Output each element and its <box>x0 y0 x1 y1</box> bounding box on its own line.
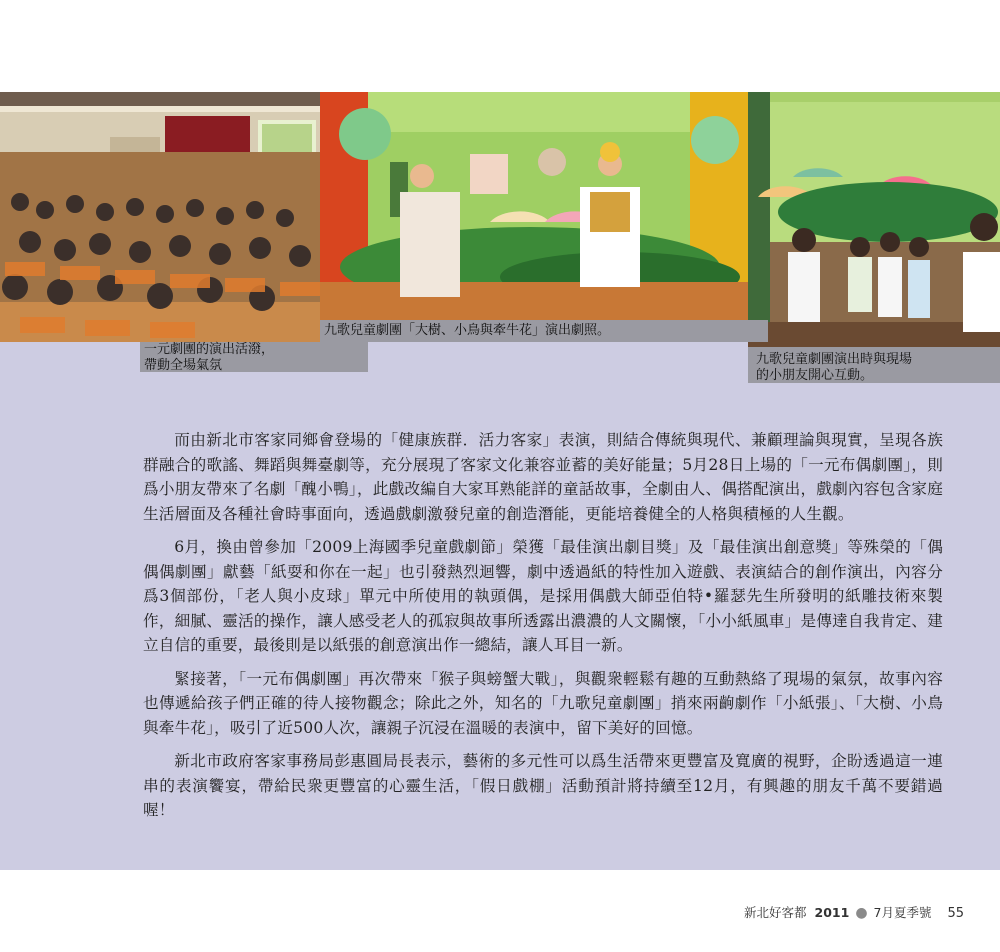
children-photo-caption <box>748 347 1000 383</box>
stage-photo-caption <box>320 320 768 342</box>
issue-year: 2011 <box>814 905 850 920</box>
caption-line: 九歌兒童劇團「大樹、小鳥與牽牛花」演出劇照。 <box>324 323 611 338</box>
caption-line: 的小朋友開心互動。 <box>756 368 874 383</box>
magazine-name: 新北好客都 <box>744 905 807 920</box>
children-interaction-photo <box>748 92 1000 347</box>
separator-dot-icon: ● <box>855 905 868 921</box>
article-paragraph: 緊接著，「一元布偶劇團」再次帶來「猴子與螃蟹大戰」，與觀衆輕鬆有趣的互動熱絡了現場的氣氛，故事內容也傳遞給孩子們正確的待人接物觀念；除此之外，知名的「九歌兒童劇團」捎來兩齣劇作「小紙張」、「大樹、小鳥與牽牛花」，吸引了近500人次，讓親子沉浸在溫暖的表演中，留下美好的回憶。 <box>143 669 943 737</box>
stage-performance-photo <box>320 92 748 320</box>
caption-line: 一元劇團的演出活潑， <box>144 342 275 357</box>
article-paragraph: 而由新北市客家同鄉會登場的「健康族群．活力客家」表演，則結合傳統與現代、兼顧理論與現實，呈現各族群融合的歌謠、舞蹈與舞臺劇等，充分展現了客家文化兼容並蓄的美好能量；5月28日上場的「一元布偶劇團」，則爲小朋友帶來了名劇「醜小鴨」，此戲改編自大家耳熟能詳的童話故事，全劇由人、偶搭配演出，戲劇內容包含家庭生活層面及各種社會時事面向，透過戲劇激發兒童的創造潛能，更能培養健全的人格與積極的人生觀。 <box>143 431 943 523</box>
caption-line: 九歌兒童劇團演出時與現場 <box>756 352 913 367</box>
caption-line: 帶動全場氣氛 <box>144 358 223 373</box>
article-body <box>143 428 943 832</box>
article-paragraph: 新北市政府客家事務局彭惠圓局長表示，藝術的多元性可以爲生活帶來更豐富及寬廣的視野，企盼透過這一連串的表演饗宴，帶給民衆更豐富的心靈生活，「假日戲棚」活動預計將持續至12月，有興趣的朋友千萬不要錯過喔！ <box>143 752 943 819</box>
issue-name: 7月夏季號 <box>873 905 932 920</box>
page-footer <box>744 903 964 921</box>
audience-photo-caption <box>140 342 368 372</box>
article-paragraph: 6月，換由曾參加「2009上海國季兒童戲劇節」榮獲「最佳演出劇目獎」及「最佳演出創意獎」等殊榮的「偶偶偶劇團」獻藝「紙耍和你在一起」也引發熱烈迴響，劇中透過紙的特性加入遊戲、表演結合的創作演出，內容分爲3個部份，「老人與小皮球」單元中所使用的執頭偶，是採用偶戲大師亞伯特•羅瑟先生所發明的紙雕技術來製作，細膩、靈活的操作，讓人感受老人的孤寂與故事所透露出濃濃的人文關懷，「小小紙風車」是傳達自我肯定、建立自信的重要，最後則是以紙張的創意演出作一總結，讓人耳目一新。 <box>143 538 943 654</box>
page-number: 55 <box>947 906 964 921</box>
audience-photo <box>0 92 320 342</box>
